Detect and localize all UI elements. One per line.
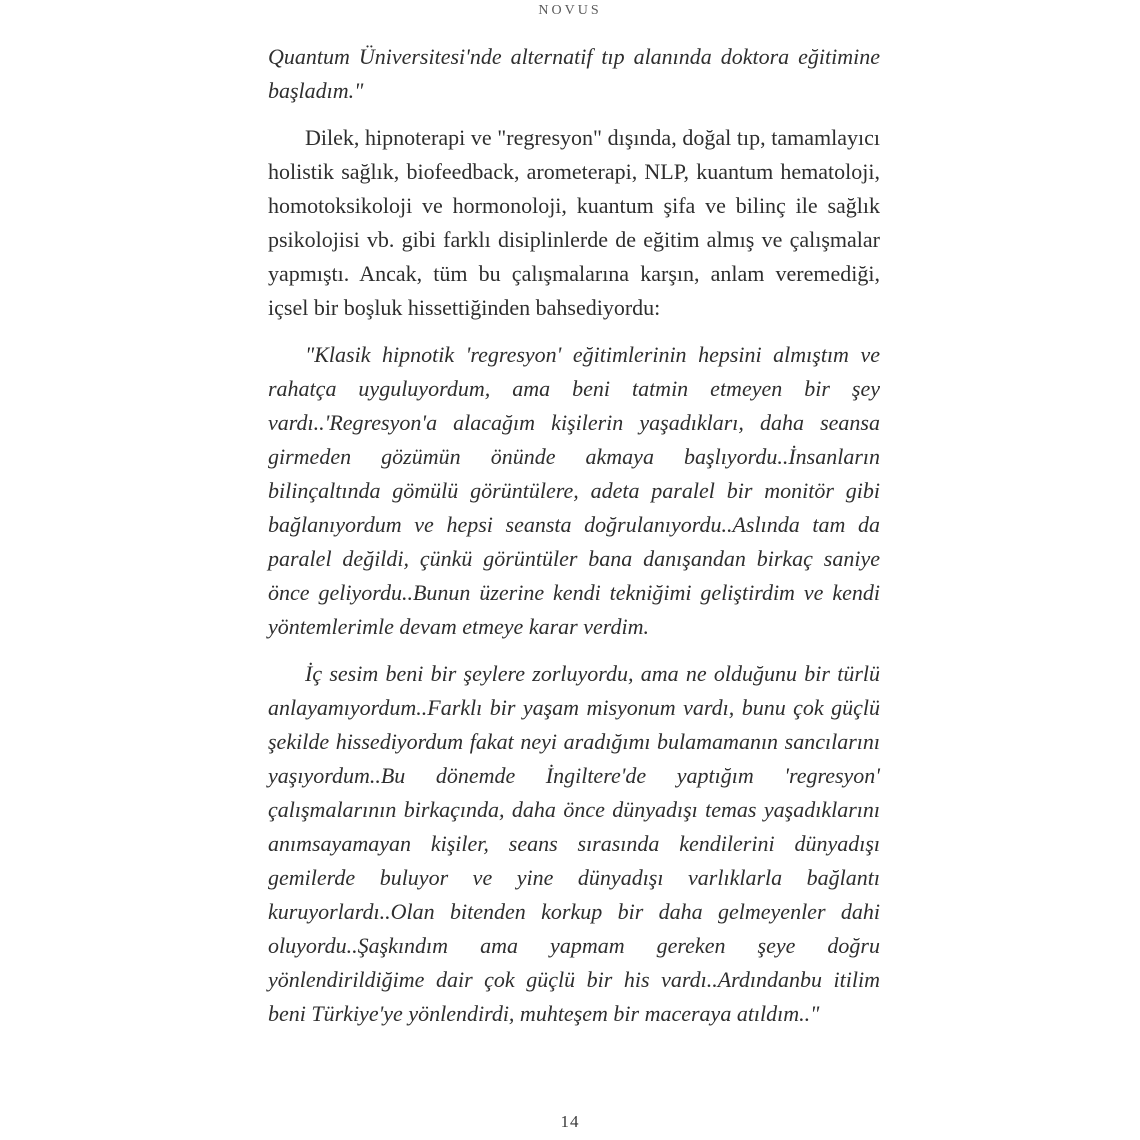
paragraph-quote-2: İç sesim beni bir şeylere zorluyordu, ama ne olduğunu bir türlü anlayamıyordum..Farklı bir yaşam misyonum vardı, bunu çok güçlü şekilde hissediyordum fakat neyi aradığımı bulamamanın sancılarını yaşıyordum..Bu dönemde İngiltere'de yaptığım 'regresyon' çalışmalarının birkaçında, daha önce dünyadışı temas yaşadıklarını anımsayamayan kişiler, seans sırasında kendilerini dünyadışı gemilerde buluyor ve yine dünyadışı varlıklarla bağlantı kuruyorlardı..Olan bitenden korkup bir daha gelmeyenler dahi oluyordu..Şaşkındım ama yapmam gereken şeye doğru yönlendirildiğime dair çok güçlü bir his vardı..Ardındanbu itilim beni Türkiye'ye yönlendirdi, muhteşem bir maceraya atıldım.." bbox=[268, 661, 880, 1026]
paragraph-quote-1: "Klasik hipnotik 'regresyon' eğitimlerinin hepsini almıştım ve rahatça uyguluyordum, ama beni tatmin etmeyen bir şey vardı..'Regresyon'a alacağım kişilerin yaşadıkları, daha seansa girmeden gözümün önünde akmaya başlıyordu..İnsanların bilinçaltında gömülü görüntülere, adeta paralel bir monitör gibi bağlanıyordum ve hepsi seansta doğrulanıyordu..Aslında tam da paralel değildi, çünkü görüntüler bana danışandan birkaç saniye önce geliyordu..Bunun üzerine kendi tekniğimi geliştirdim ve kendi yöntemlerimle devam etmeye karar verdim. bbox=[268, 342, 880, 639]
paragraph-narrative: Dilek, hipnoterapi ve "regresyon" dışında, doğal tıp, tamamlayıcı holistik sağlık, biofeedback, arometerapi, NLP, kuantum hematoloji, homotoksikoloji ve hormonoloji, kuantum şifa ve bilinç ile sağlık psikolojisi vb. gibi farklı disiplinlerde de eğitim almış ve çalışmalar yapmıştı. Ancak, tüm bu çalışmalarına karşın, anlam veremediği, içsel bir boşluk hissettiğinden bahsediyordu: bbox=[268, 125, 880, 320]
paragraph-continuation-quote: Quantum Üniversitesi'nde alternatif tıp alanında doktora eğitimine başladım." bbox=[268, 44, 880, 103]
page-number: 14 bbox=[560, 1112, 580, 1131]
running-header: NOVUS bbox=[538, 3, 602, 18]
page-body-text bbox=[268, 40, 880, 1044]
